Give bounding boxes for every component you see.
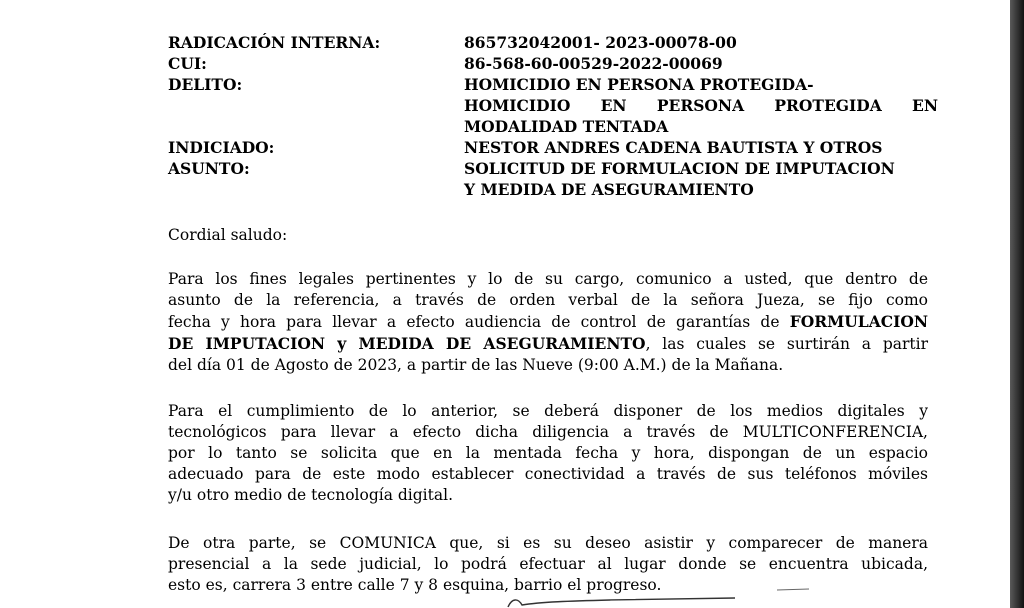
paragraph-line: y/u otro medio de tecnología digital. (168, 486, 453, 504)
paragraph-line (168, 311, 928, 333)
paragraph-line: tecnológicos para llevar a efecto dicha diligencia a través de MULTICONFERENCIA, (168, 423, 928, 441)
paragraph-digital-means (168, 401, 928, 506)
asunto-line: Y MEDIDA DE ASEGURAMIENTO (464, 180, 754, 199)
indiciado-value: NESTOR ANDRES CADENA BAUTISTA Y OTROS (464, 138, 883, 157)
signature-stroke (500, 596, 760, 608)
delito-label: DELITO: (168, 75, 243, 94)
paragraph-line: del día 01 de Agosto de 2023, a partir de las Nueve (9:00 A.M.) de la Mañana. (168, 356, 784, 374)
page-edge-shadow (1010, 0, 1024, 608)
paragraph-bold-text: DE IMPUTACION y MEDIDA DE ASEGURAMIENTO (168, 334, 646, 353)
asunto-value (464, 158, 938, 200)
delito-line: MODALIDAD TENTADA (464, 117, 669, 136)
paragraph-line: De otra parte, se COMUNICA que, si es su deseo asistir y comparecer de manera (168, 534, 928, 552)
delito-value (464, 74, 938, 137)
delito-line: HOMICIDIO EN PERSONA PROTEGIDA EN (464, 96, 938, 115)
paragraph-bold-text: FORMULACION (789, 312, 928, 331)
paragraph-line: Para los fines legales pertinentes y lo de su cargo, comunico a usted, que dentro de (168, 270, 928, 288)
case-header (168, 32, 938, 200)
indiciado-label: INDICIADO: (168, 138, 275, 157)
paragraph-line: Para el cumplimiento de lo anterior, se deberá disponer de los medios digitales y (168, 402, 928, 420)
asunto-line: SOLICITUD DE FORMULACION DE IMPUTACION (464, 159, 895, 178)
greeting: Cordial saludo: (168, 226, 288, 244)
paragraph-line: presencial a la sede judicial, lo podrá efectuar al lugar donde se encuentra ubicada, (168, 555, 928, 573)
delito-line: HOMICIDIO EN PERSONA PROTEGIDA- (464, 75, 814, 94)
paragraph-text: , las cuales se surtirán a partir (645, 335, 928, 353)
radicacion-label: RADICACIÓN INTERNA: (168, 33, 381, 52)
paragraph-hearing-date (168, 269, 928, 376)
cui-value: 86-568-60-00529-2022-00069 (464, 54, 723, 73)
paragraph-text: fecha y hora para llevar a efecto audiencia de control de garantías de (168, 313, 790, 331)
paragraph-line: esto es, carrera 3 entre calle 7 y 8 esquina, barrio el progreso. (168, 576, 662, 594)
paragraph-line: adecuado para de este modo establecer conectividad a través de sus teléfonos móviles (168, 465, 928, 483)
cui-row (168, 53, 938, 74)
radicacion-row (168, 32, 938, 53)
asunto-row (168, 158, 938, 200)
indiciado-row (168, 137, 938, 158)
handwritten-mark (776, 588, 810, 591)
paragraph-line (168, 333, 928, 355)
cui-label: CUI: (168, 54, 207, 73)
delito-row (168, 74, 938, 137)
radicacion-value: 865732042001- 2023-00078-00 (464, 33, 737, 52)
paragraph-line: asunto de la referencia, a través de orden verbal de la señora Jueza, se fijo como (168, 291, 928, 309)
paragraph-in-person (168, 533, 928, 596)
paragraph-line: por lo tanto se solicita que en la mentada fecha y hora, dispongan de un espacio (168, 444, 928, 462)
asunto-label: ASUNTO: (168, 159, 250, 178)
